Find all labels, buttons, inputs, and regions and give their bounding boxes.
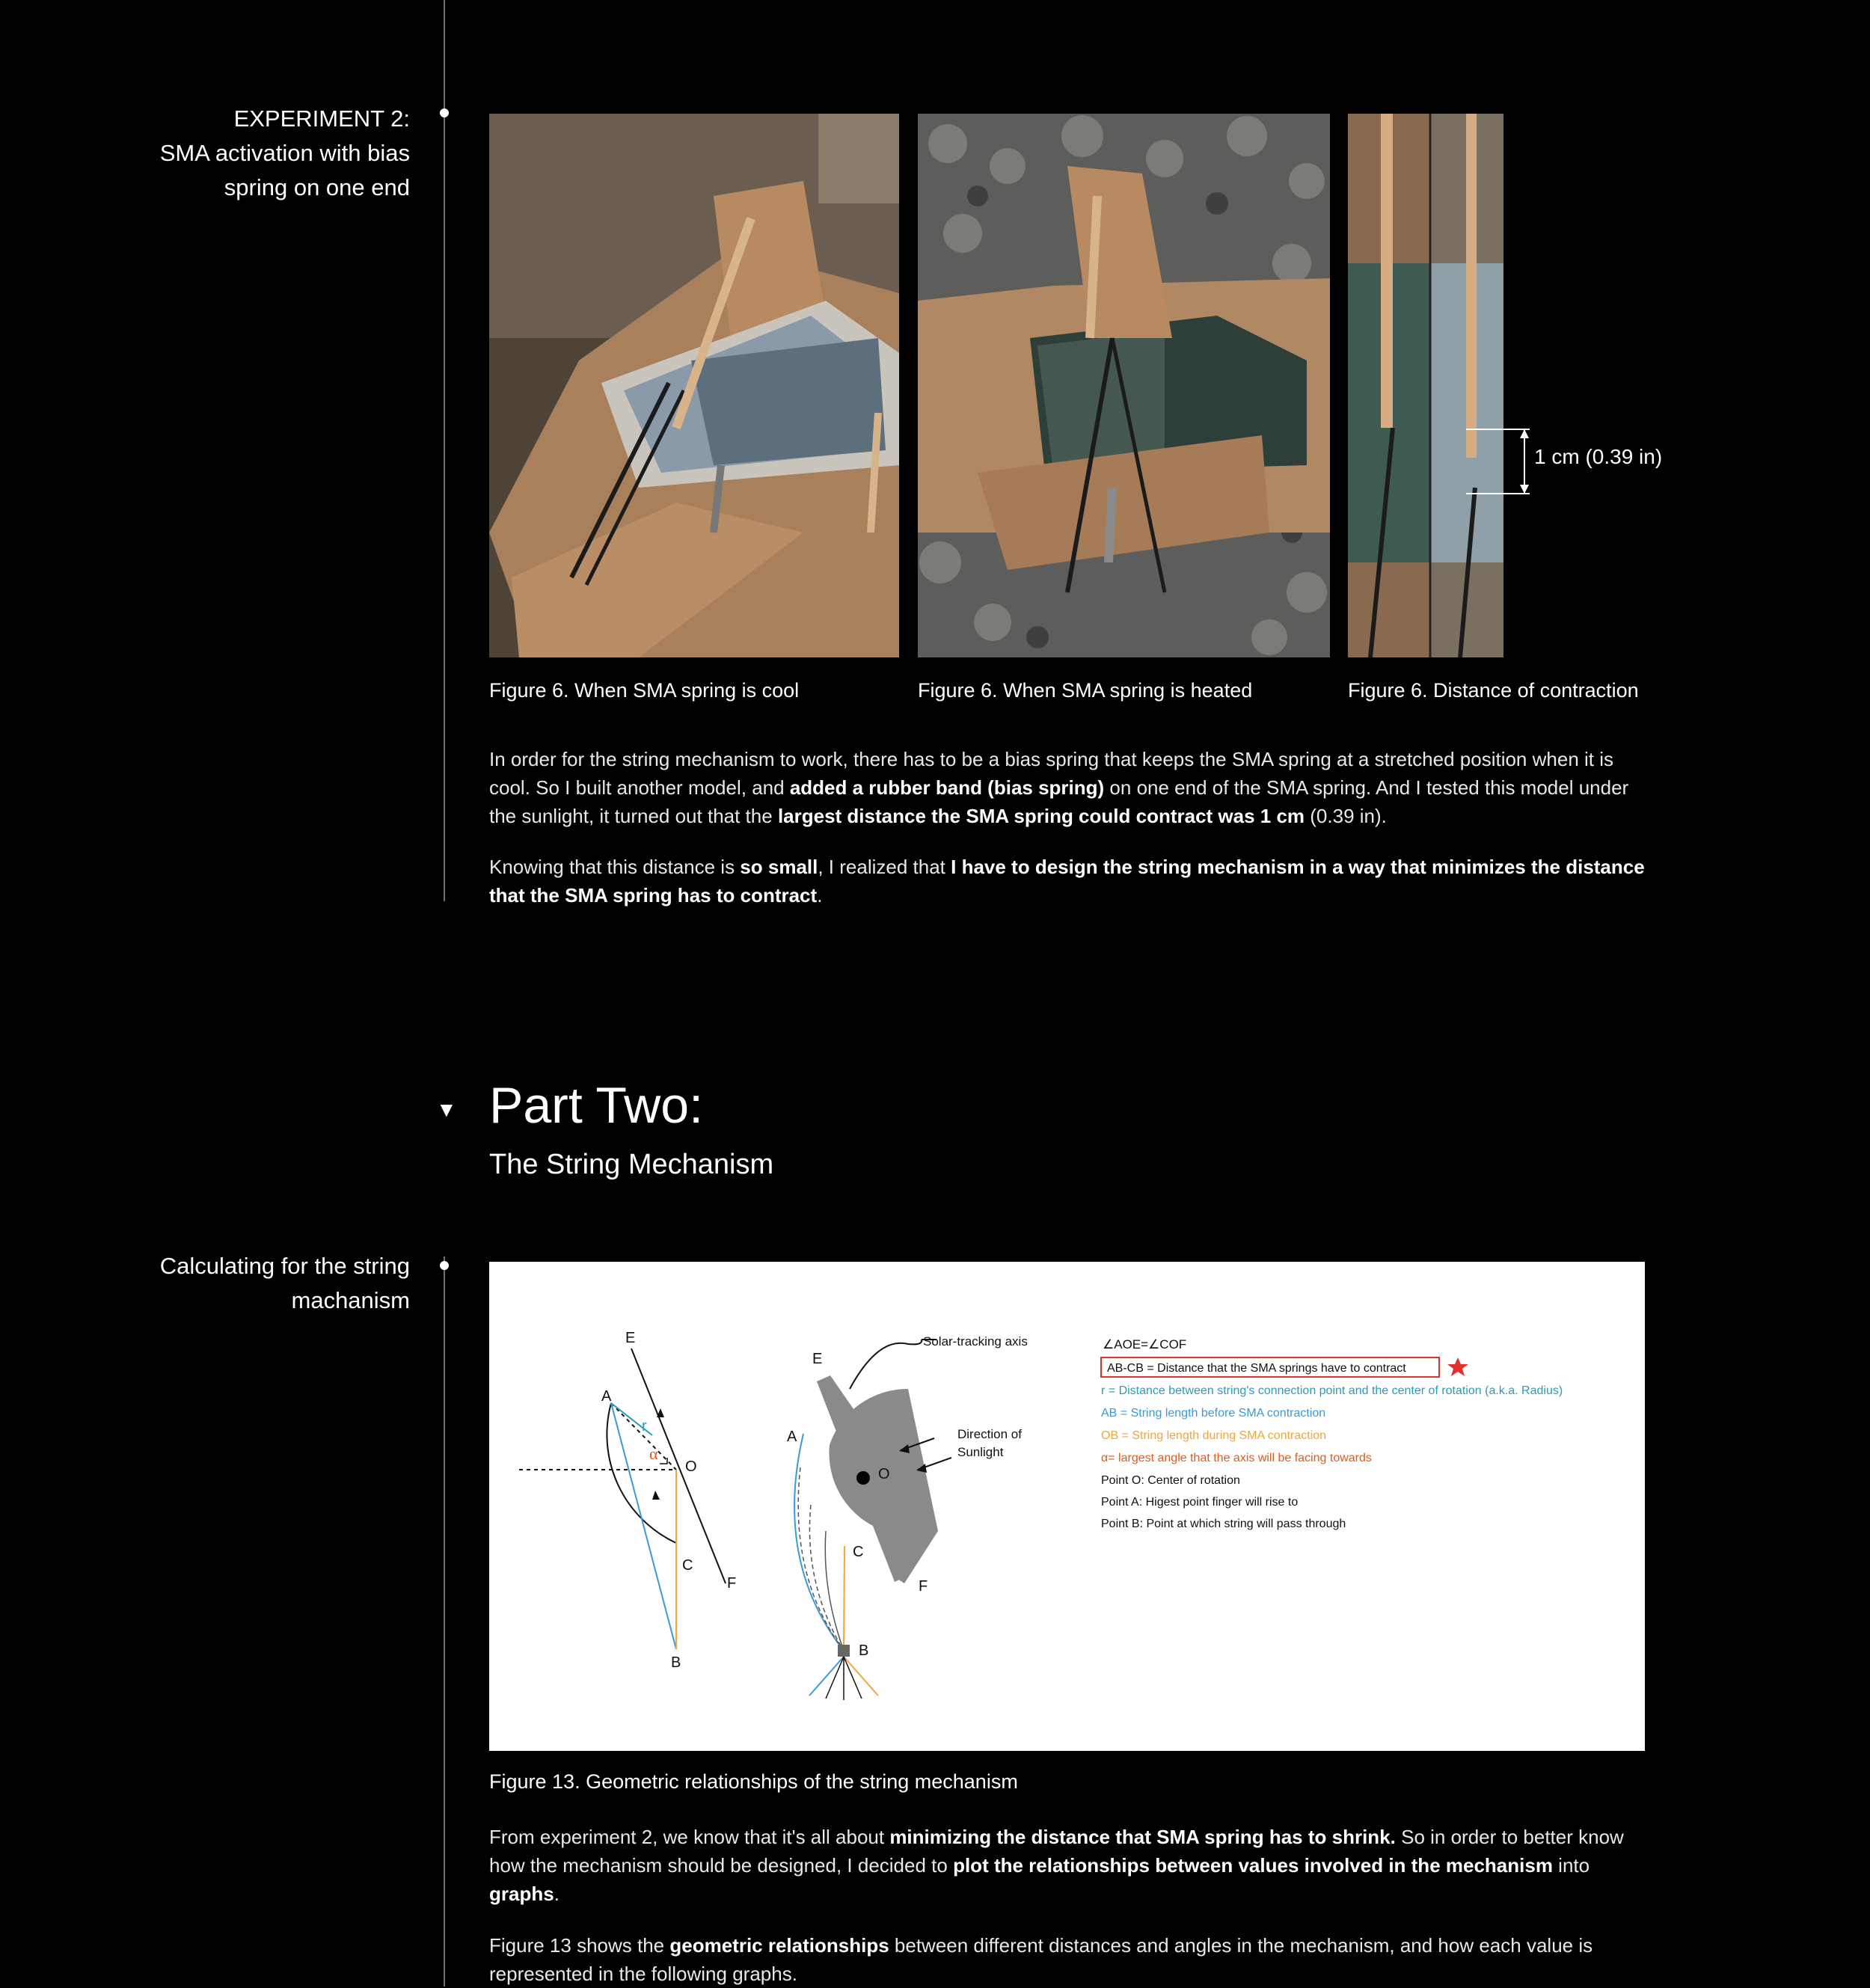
point-label: A <box>787 1429 797 1445</box>
emphasis: minimizing the distance that SMA spring has to shrink. <box>889 1826 1396 1848</box>
text: . <box>554 1883 560 1905</box>
section-toggle-icon[interactable]: ▼ <box>436 1098 457 1121</box>
solar-axis-label: Solar-tracking axis <box>923 1334 1028 1349</box>
point-label: C <box>682 1557 693 1574</box>
point-label: E <box>625 1330 636 1346</box>
timeline-line-top <box>444 0 445 901</box>
text: (0.39 in). <box>1305 805 1387 827</box>
emphasis: largest distance the SMA spring could contract was 1 cm <box>777 805 1305 827</box>
calc-label-line: machanism <box>291 1287 410 1313</box>
text: on one end of the SMA spring. And I tested this model under the sunlight, it turned out that the <box>489 776 1629 827</box>
geometry-diagram <box>489 1262 1645 1751</box>
point-label: O <box>685 1458 697 1475</box>
legend-item: ∠AOE=∠COF <box>1103 1337 1187 1352</box>
sunlight-label: Direction of <box>957 1427 1022 1441</box>
point-label: B <box>671 1654 681 1671</box>
photo-contraction <box>1348 114 1503 657</box>
text: into <box>1552 1854 1590 1877</box>
mechanism-sketch <box>787 1334 1028 1700</box>
emphasis: plot the relationships between values involved in the mechanism <box>953 1854 1553 1877</box>
text: So in order to better know how the mechanism should be designed, I decided to <box>489 1826 1624 1877</box>
text: In order for the string mechanism to work, there has to be a bias spring that keeps the SMA spring at a stretched position when it is cool. So I built another model, and <box>489 748 1613 799</box>
legend-item: AB = String length before SMA contraction <box>1101 1407 1326 1420</box>
photo-sma-heated <box>918 114 1330 657</box>
timeline-dot <box>440 108 449 117</box>
point-label: F <box>727 1575 737 1592</box>
text: Figure 13 shows the <box>489 1934 670 1957</box>
section-subtitle: The String Mechanism <box>489 1149 774 1180</box>
diagram-legend <box>1101 1337 1563 1530</box>
calc-label <box>66 1249 410 1318</box>
sunlight-label: Sunlight <box>957 1445 1004 1459</box>
legend-item: α= largest angle that the axis will be facing towards <box>1101 1452 1372 1464</box>
experiment-label-line: SMA activation with bias <box>159 140 410 166</box>
point-label: O <box>878 1466 890 1482</box>
point-label: C <box>853 1544 864 1560</box>
text: , I realized that <box>818 856 951 878</box>
photo-sma-cool <box>489 114 899 657</box>
text: between different distances and angles in the mechanism, and how each value is represented in the following graphs. <box>489 1934 1593 1985</box>
paragraph <box>489 1931 1656 1988</box>
point-label: F <box>919 1578 928 1595</box>
contraction-measurement: 1 cm (0.39 in) <box>1534 445 1663 468</box>
paragraph <box>489 745 1656 830</box>
legend-item: Point A: Higest point finger will rise to <box>1101 1496 1299 1509</box>
legend-item: r = Distance between string's connection point and the center of rotation (a.k.a. Radius) <box>1101 1384 1563 1397</box>
paragraph <box>489 1823 1656 1908</box>
star-icon <box>1447 1357 1468 1376</box>
text: From experiment 2, we know that it's all about <box>489 1826 890 1848</box>
section-title: Part Two: <box>489 1077 703 1134</box>
legend-item: OB = String length during SMA contraction <box>1101 1429 1327 1442</box>
experiment-label-line: EXPERIMENT 2: <box>233 105 410 132</box>
figure-caption: Figure 13. Geometric relationships of the string mechanism <box>489 1770 1018 1793</box>
emphasis: graphs <box>489 1883 554 1905</box>
paragraph <box>489 853 1656 909</box>
text: . <box>817 884 823 906</box>
experiment-label <box>66 102 410 205</box>
timeline-dot <box>440 1261 449 1270</box>
experiment-label-line: spring on one end <box>224 174 410 200</box>
calc-label-line: Calculating for the string <box>159 1253 410 1279</box>
contraction-measure-bracket <box>1466 426 1533 501</box>
figure-caption: Figure 6. When SMA spring is cool <box>489 679 800 702</box>
legend-item: AB-CB = Distance that the SMA springs have to contract <box>1107 1362 1406 1375</box>
geometry-construction <box>519 1330 736 1671</box>
emphasis: so small <box>740 856 818 878</box>
emphasis: I have to design the string mechanism in a way that minimizes the distance that the SMA spring has to contract <box>489 856 1645 906</box>
text: Knowing that this distance is <box>489 856 741 878</box>
point-label: A <box>601 1388 612 1405</box>
emphasis: added a rubber band (bias spring) <box>789 776 1105 799</box>
figure-caption: Figure 6. When SMA spring is heated <box>918 679 1253 702</box>
legend-item: Point O: Center of rotation <box>1101 1474 1240 1487</box>
figure-caption: Figure 6. Distance of contraction <box>1348 679 1639 702</box>
emphasis: geometric relationships <box>669 1934 889 1957</box>
point-label: B <box>859 1642 869 1659</box>
timeline-line-bottom <box>444 1257 445 1987</box>
point-label: E <box>812 1351 823 1367</box>
legend-item: Point B: Point at which string will pass through <box>1101 1518 1346 1530</box>
alpha-label: α <box>649 1444 658 1463</box>
radius-label: r <box>642 1418 647 1435</box>
